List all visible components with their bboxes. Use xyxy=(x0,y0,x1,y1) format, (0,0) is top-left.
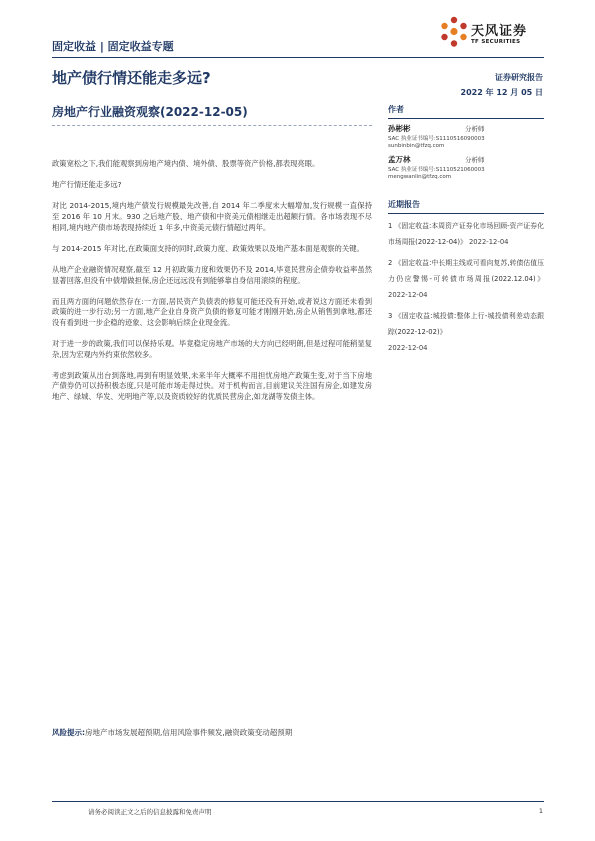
author-role: 分析师 xyxy=(465,125,485,133)
related-report-title[interactable]: 1 《固定收益:本周资产证券化市场回顾-资产证券化市场周报(2022-12-04)》 xyxy=(388,222,544,246)
body-paragraph: 对比 2014-2015,境内地产债发行规模最先改善,自 2014 年二季度末大幅增加,发行规模一直保持至 2016 年 10 月末。930 之后地产股、地产债和中资美元债相继走出超额行情。各市场表现不尽相同,境内地产债市场表现持续近 1 年多,中资美元债行情超过两年。 xyxy=(52,201,372,232)
authors-heading: 作者 xyxy=(388,104,544,119)
author-role: 分析师 xyxy=(465,156,485,164)
related-reports-section xyxy=(388,199,544,361)
related-report-title[interactable]: 2 《固定收益:中长期主线或可看向复苏,转债估值压力仍应警惕-可转债市场周报(2022.12.04)》 xyxy=(388,259,544,283)
author-license: SAC 执业证书编号:S1110516090003 xyxy=(388,136,485,142)
logo-mark-icon xyxy=(441,17,466,47)
related-heading: 近期报告 xyxy=(388,199,544,214)
report-type: 证券研究报告 xyxy=(495,73,543,82)
body-paragraph: 从地产企业融资情况观察,截至 12 月初政策力度和效果仍不及 2014,毕竟民营房企债券收益率虽然显著回落,但没有中债增做担保,房企还远远没有到能够靠自身信用滚续的程度。 xyxy=(52,264,372,285)
subtitle-divider xyxy=(52,125,372,126)
author-entry xyxy=(388,154,544,192)
related-report-date: 2022-12-04 xyxy=(388,344,428,352)
report-category: 固定收益 | 固定收益专题 xyxy=(52,40,174,53)
page-subtitle: 房地产行业融资观察(2022-12-05) xyxy=(52,105,248,119)
author-email[interactable]: sunbinbin@tfzq.com xyxy=(388,143,445,149)
risk-text: 房地产市场发展超预期,信用风险事件频发,融资政策变动超预期 xyxy=(85,728,293,737)
footer-divider xyxy=(52,801,544,802)
body-paragraph: 对于进一步的政策,我们可以保持乐观。毕竟稳定房地产市场的大方向已经明朗,但是过程可能稍显复杂,因为宏观内外约束依然较多。 xyxy=(52,339,372,359)
body-paragraph: 而且两方面的问题依然存在:一方面,居民资产负债表的修复可能还没有开始,或者说这方面还未看到政策的进一步行动;另一方面,地产企业自身资产负债的修复可能才刚刚开始,房企从销售到拿地,都还没有看到进一步企稳的迹象、这会影响后续企业现金流。 xyxy=(52,296,372,327)
author-license: SAC 执业证书编号:S1110521060003 xyxy=(388,167,485,173)
page-title: 地产债行情还能走多远? xyxy=(52,69,211,87)
authors-section xyxy=(388,104,544,192)
header-divider xyxy=(52,57,544,58)
logo-text-en: TF SECURITIES xyxy=(471,39,521,45)
author-name: 孙彬彬 xyxy=(388,124,411,133)
related-report-date: 2022-12-04 xyxy=(468,238,509,246)
logo-text-cn: 天风证券 xyxy=(471,24,528,39)
body-paragraph: 与 2014-2015 年对比,在政策面支持的同时,政策力度、政策效果以及地产基本面是观察的关键。 xyxy=(52,243,364,253)
disclaimer-note: 请务必阅读正文之后的信息披露和免责声明 xyxy=(88,808,212,816)
body-paragraph: 考虑到政策从出台到落地,再到有明显效果,未来半年大概率不用担忧房地产政策生变,对于当下房地产债券仍可以持积极态度,只是可能市场走得过快。对于机构而言,目前建议关注国有房企,如建发房地产、绿城、华发、光明地产等,以及资质较好的优质民营房企,如龙湖等发债主体。 xyxy=(52,370,372,402)
page-number: 1 xyxy=(538,807,543,815)
report-body xyxy=(52,159,372,413)
risk-warning xyxy=(52,726,372,740)
body-paragraph: 政策宽松之下,我们能观察到房地产境内债、境外债、股票等资产价格,都表现亮眼。 xyxy=(52,159,320,168)
author-name: 孟万林 xyxy=(388,155,411,164)
report-date: 2022 年 12 月 05 日 xyxy=(460,88,543,97)
author-email[interactable]: mengwanlin@tfzq.com xyxy=(388,174,452,180)
related-report-date: 2022-12-04 xyxy=(388,291,428,299)
related-report-item[interactable] xyxy=(388,308,544,356)
related-report-item[interactable] xyxy=(388,218,544,250)
related-report-title[interactable]: 3 《固定收益:城投债:整体上行-城投债利差动态跟踪(2022-12-02)》 xyxy=(388,312,544,336)
related-report-item[interactable] xyxy=(388,255,544,303)
risk-label: 风险提示: xyxy=(52,728,85,737)
body-paragraph: 地产行情还能走多远? xyxy=(52,180,122,190)
